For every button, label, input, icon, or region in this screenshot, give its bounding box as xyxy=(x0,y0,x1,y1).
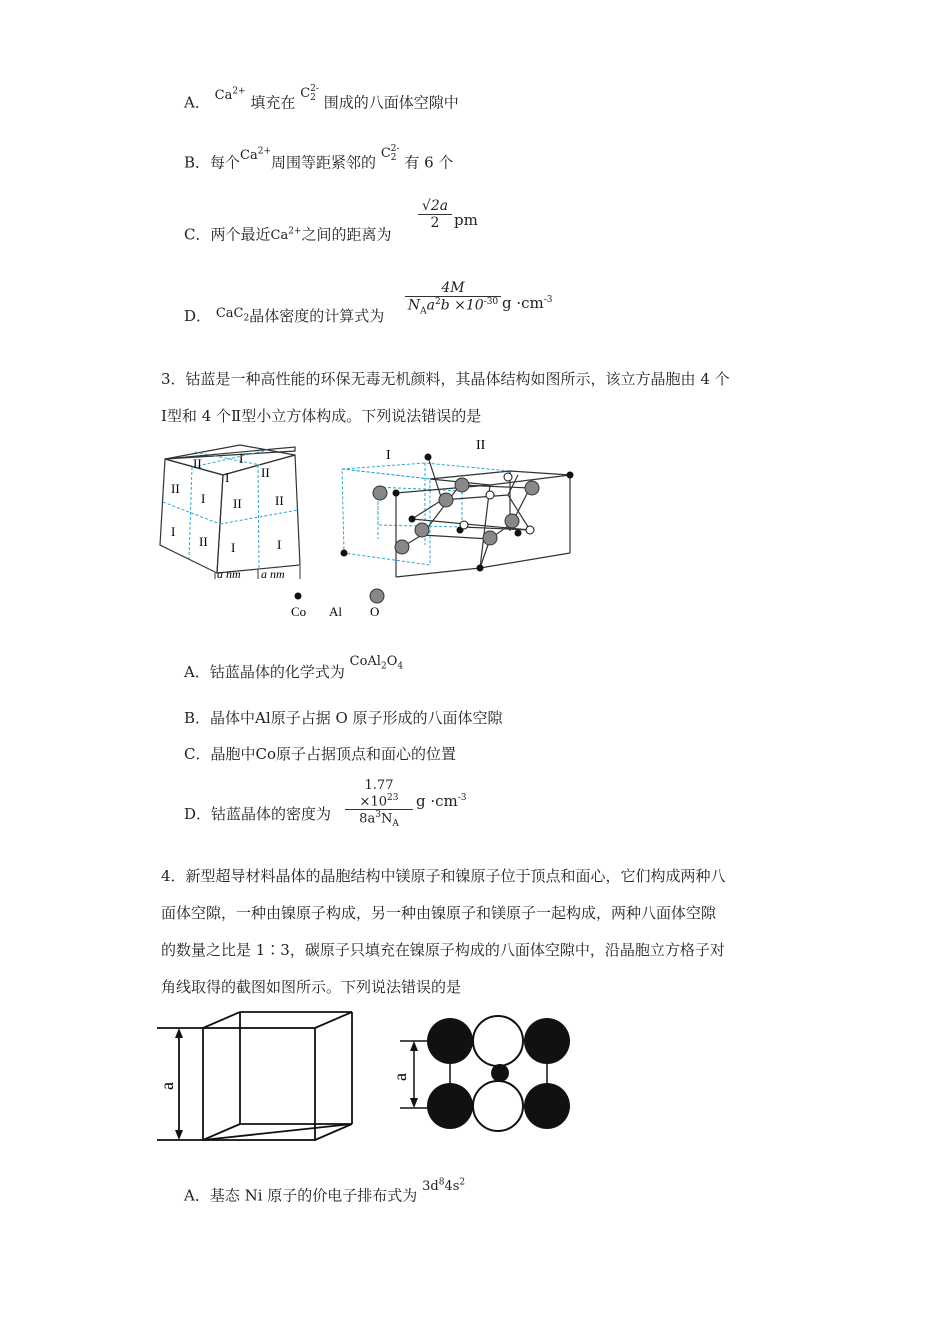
q2-c-unit: pm xyxy=(454,211,478,229)
q3-stem-line1: 3．钴蓝是一种高性能的环保无毒无机颜料，其晶体结构如图所示，该立方晶胞由 4 个 xyxy=(161,370,730,388)
q2-d-fraction: 4M $N_Aa^2b \times 10^{-30}$ xyxy=(405,280,501,316)
cube-label-10: II xyxy=(199,534,208,549)
q4-stem-line2: 面体空隙，一种由镍原子构成，另一种由镍原子和镁原子一起构成，两种八面体空隙 xyxy=(161,904,717,922)
detail-label-i: I xyxy=(386,448,391,463)
cube-label-7: II xyxy=(275,493,284,508)
cube-label-8: II xyxy=(233,496,242,511)
cube-label-5: II xyxy=(261,465,270,480)
q3-option-c: C．晶胞中Co原子占据顶点和面心的位置 xyxy=(184,745,457,763)
cube-label-1: II xyxy=(193,456,202,471)
q3-cube-figure xyxy=(155,445,305,585)
q4-stem-line1: 4．新型超导材料晶体的晶胞结构中镁原子和镍原子位于顶点和面心，它们构成两种八 xyxy=(161,867,726,885)
q2-option-a: A． $Ca^{2+}$ 填充在 C 2- 2 围成的八面体空隙中 xyxy=(184,83,459,112)
q4-section-dim-label: a xyxy=(390,1073,410,1081)
legend-co: Co xyxy=(291,604,307,619)
q2-option-c: C．两个最近$Ca^{2+}$之间的距离为 xyxy=(184,225,392,244)
q3-structure-figure xyxy=(330,435,580,585)
q4-option-a: A．基态 Ni 原子的价电子排布式为 $3d^84s^2$ xyxy=(184,1178,466,1205)
legend-al: Al xyxy=(329,604,342,619)
q3-option-d: D．钴蓝晶体的密度为 xyxy=(184,805,332,823)
dim-label-2: a nm xyxy=(261,567,285,581)
q2-c-fraction: $\frac{√2a}{2}$ xyxy=(418,198,452,231)
q4-cube-dim-label: a xyxy=(157,1082,177,1090)
cube-label-2: I xyxy=(239,451,244,466)
detail-label-ii: II xyxy=(476,438,486,453)
q4-stem-line3: 的数量之比是 1∶3，碳原子只填充在镍原子构成的八面体空隙中，沿晶胞立方格子对 xyxy=(161,941,725,959)
q2-d-unit: $g \cdot cm^{-3}$ xyxy=(502,294,553,312)
q3-option-b: B．晶体中Al原子占据 O 原子形成的八面体空隙 xyxy=(184,709,503,727)
legend-o: O xyxy=(370,604,380,619)
cube-label-11: I xyxy=(231,540,236,555)
q4-stem-line4: 角线取得的截图如图所示。下列说法错误的是 xyxy=(161,978,462,996)
cube-label-4: I xyxy=(225,470,230,485)
q3-legend xyxy=(285,588,395,622)
cube-label-9: I xyxy=(171,524,176,539)
q3-option-a: A．钴蓝晶体的化学式为 $CoAl_2O_4$ xyxy=(184,654,404,681)
cube-label-3: II xyxy=(171,481,180,496)
q3-d-fraction: $\frac{1.77 \times 10^{23}}{8a^3N_A}$ xyxy=(345,778,413,829)
q3-stem-line2: Ⅰ型和 4 个Ⅱ型小立方体构成。下列说法错误的是 xyxy=(161,407,482,425)
q2-option-b: B．每个$Ca^{2+}$周围等距紧邻的 C 2- 2 有 6 个 xyxy=(184,143,454,172)
q2-option-d: D． CaC$_2$晶体密度的计算式为 xyxy=(184,306,385,325)
cube-label-12: I xyxy=(277,537,282,552)
q3-d-unit: $g \cdot cm^{-3}$ xyxy=(416,792,467,810)
dim-label-1: a nm xyxy=(217,567,241,581)
q4-section-figure xyxy=(390,1005,580,1135)
q4-cube-figure xyxy=(155,1010,365,1145)
cube-label-6: I xyxy=(201,491,206,506)
